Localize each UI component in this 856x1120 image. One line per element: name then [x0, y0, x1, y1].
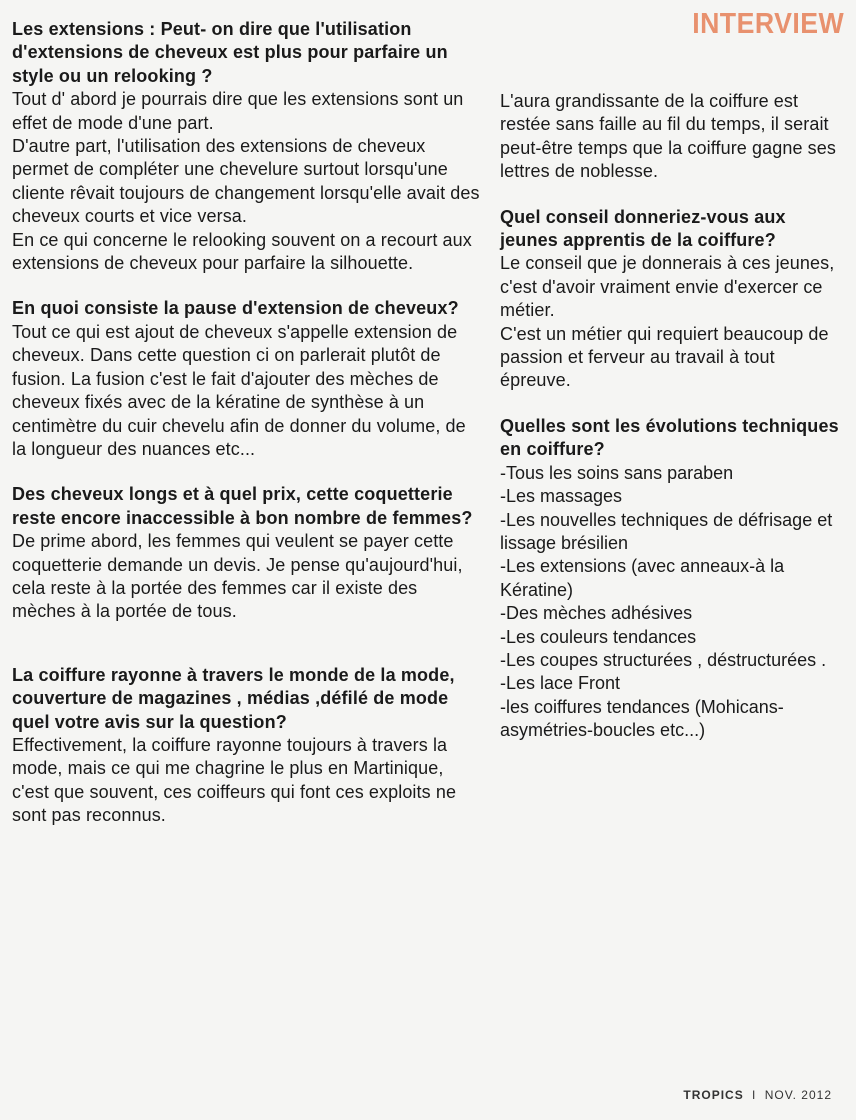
list-item: -Des mèches adhésives	[500, 603, 693, 624]
question-heading: La coiffure rayonne à travers le monde de la mode, couverture de magazines , médias ,défilé de mode quel votre avis sur la question?	[12, 664, 455, 732]
question-heading: En quoi consiste la pause d'extension de cheveux?	[12, 298, 459, 319]
question-heading: Des cheveux longs et à quel prix, cette coquetterie reste encore inaccessible à bon nombre de femmes?	[12, 484, 473, 528]
qa-block	[12, 664, 482, 828]
list-item: -les coiffures tendances (Mohicans-asymétries-boucles etc...)	[500, 696, 784, 741]
answer-text	[12, 88, 482, 275]
left-column	[12, 18, 482, 850]
right-column	[500, 90, 845, 765]
answer-paragraph: Tout ce qui est ajout de cheveux s'appelle extension de cheveux. Dans cette question ci on parlerait plutôt de fusion. La fusion c'est le fait d'ajouter des mèches de cheveux fixés avec de la kératine de synthèse à un centimètre du cuir chevelu afin de donner du volume, de la longueur des nuances etc...	[12, 321, 466, 459]
answer-paragraph: Le conseil que je donnerais à ces jeunes, c'est d'avoir vraiment envie d'exercer ce métier.	[500, 253, 835, 321]
qa-block	[12, 483, 482, 623]
answer-text	[12, 734, 482, 828]
answer-paragraph: D'autre part, l'utilisation des extensions de cheveux permet de compléter une chevelure surtout lorsqu'une cliente rêvait toujours de changement lorsqu'elle avait des cheveux courts et vice versa.	[12, 136, 480, 227]
evolutions-list	[500, 462, 845, 743]
answer-text	[500, 252, 845, 392]
list-item: -Les couleurs tendances	[500, 626, 697, 647]
question-heading: Quelles sont les évolutions techniques en coiffure?	[500, 415, 839, 460]
question-heading: Les extensions : Peut- on dire que l'utilisation d'extensions de cheveux est plus pour parfaire un style ou un relooking ?	[12, 19, 448, 86]
answer-paragraph: Tout d' abord je pourrais dire que les extensions sont un effet de mode d'une part.	[12, 89, 464, 133]
answer-paragraph: De prime abord, les femmes qui veulent se payer cette coquetterie demande un devis. Je pense qu'aujourd'hui, cela reste à la portée des femmes car il existe des mèches à la portée de tous.	[12, 531, 463, 622]
qa-block	[500, 206, 845, 393]
qa-block	[12, 297, 482, 461]
intro-block	[500, 90, 845, 184]
list-item: -Tous les soins sans paraben	[500, 462, 734, 483]
qa-block	[500, 415, 845, 743]
list-item: -Les coupes structurées , déstructurées .	[500, 649, 827, 670]
qa-block	[12, 18, 482, 275]
list-item: -Les lace Front	[500, 673, 621, 694]
intro-text: L'aura grandissante de la coiffure est restée sans faille au fil du temps, il serait peut-être temps que la coiffure gagne ses lettres de noblesse.	[500, 91, 836, 182]
answer-paragraph: C'est un métier qui requiert beaucoup de passion et ferveur au travail à tout épreuve.	[500, 323, 829, 391]
list-item: -Les extensions (avec anneaux-à la Kératine)	[500, 556, 785, 600]
answer-paragraph: En ce qui concerne le relooking souvent on a recourt aux extensions de cheveux pour parfaire la silhouette.	[12, 229, 472, 274]
issue-date: NOV. 2012	[764, 1088, 832, 1102]
list-item: -Les massages	[500, 486, 623, 507]
answer-text	[12, 530, 482, 624]
question-heading: Quel conseil donneriez-vous aux jeunes apprentis de la coiffure?	[500, 206, 786, 251]
section-tag: INTERVIEW	[692, 8, 844, 40]
answer-paragraph: Effectivement, la coiffure rayonne toujours à travers la mode, mais ce qui me chagrine le plus en Martinique, c'est que souvent, ces coiffeurs qui font ces exploits ne sont pas reconnus.	[12, 734, 457, 826]
page-footer	[683, 1088, 832, 1102]
list-item: -Les nouvelles techniques de défrisage et lissage brésilien	[500, 509, 833, 553]
answer-text	[12, 321, 482, 461]
magazine-brand: TROPICS	[683, 1088, 744, 1102]
footer-separator: I	[752, 1088, 757, 1102]
